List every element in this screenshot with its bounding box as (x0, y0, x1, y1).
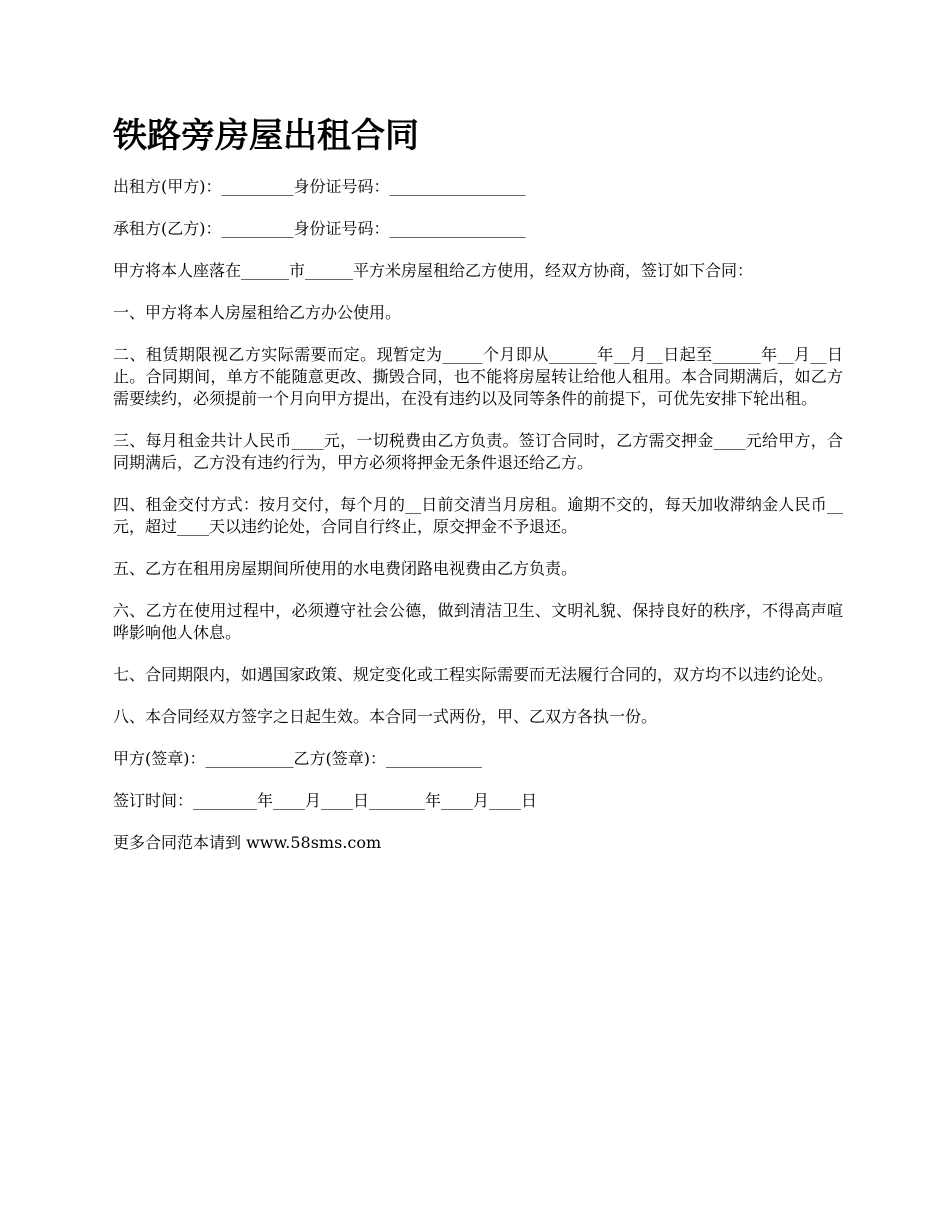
clause-1: 一、甲方将本人房屋租给乙方办公使用。 (113, 303, 402, 322)
clause-7: 七、合同期限内，如遇国家政策、规定变化或工程实际需要而无法履行合同的，双方均不以违约论处。 (113, 665, 834, 684)
lessee-line: 承租方(乙方)：_________身份证号码：_________________ (113, 219, 526, 238)
signing-date-line: 签订时间：________年____月____日_______年____月____日 (113, 791, 538, 810)
lessor-line: 出租方(甲方)：_________身份证号码：_________________ (113, 177, 526, 196)
intro-paragraph: 甲方将本人座落在______市______平方米房屋租给乙方使用，经双方协商，签订如下合同： (113, 261, 754, 280)
document-page (113, 112, 843, 874)
clause-8: 八、本合同经双方签字之日起生效。本合同一式两份，甲、乙双方各执一份。 (113, 707, 658, 726)
document-title: 铁路旁房屋出租合同 (113, 116, 419, 156)
signature-line: 甲方(签章)：___________乙方(签章)：____________ (113, 749, 482, 768)
clause-4: 四、租金交付方式：按月交付，每个月的__日前交清当月房租。逾期不交的，每天加收滞纳金人民币__元，超过____天以违约论处，合同自行终止，原交押金不予退还。 (113, 495, 843, 536)
clause-2: 二、租赁期限视乙方实际需要而定。现暂定为_____个月即从______年__月__日起至______年__月__日止。合同期间，单方不能随意更改、撕毁合同，也不能将房屋转让给他人租用。本合同期满后，如乙方需要续约，必须提前一个月向甲方提出，在没有违约以及同等条件的前提下，可优先安排下轮出租。 (113, 345, 843, 408)
footer-note: 更多合同范本请到 www.58sms.com (113, 833, 382, 852)
clause-5: 五、乙方在租用房屋期间所使用的水电费闭路电视费由乙方负责。 (113, 559, 578, 578)
clause-3: 三、每月租金共计人民币____元，一切税费由乙方负责。签订合同时，乙方需交押金____元给甲方，合同期满后，乙方没有违约行为，甲方必须将押金无条件退还给乙方。 (113, 431, 843, 472)
clause-6: 六、乙方在使用过程中，必须遵守社会公德，做到清洁卫生、文明礼貌、保持良好的秩序，不得高声喧哗影响他人休息。 (113, 601, 843, 642)
